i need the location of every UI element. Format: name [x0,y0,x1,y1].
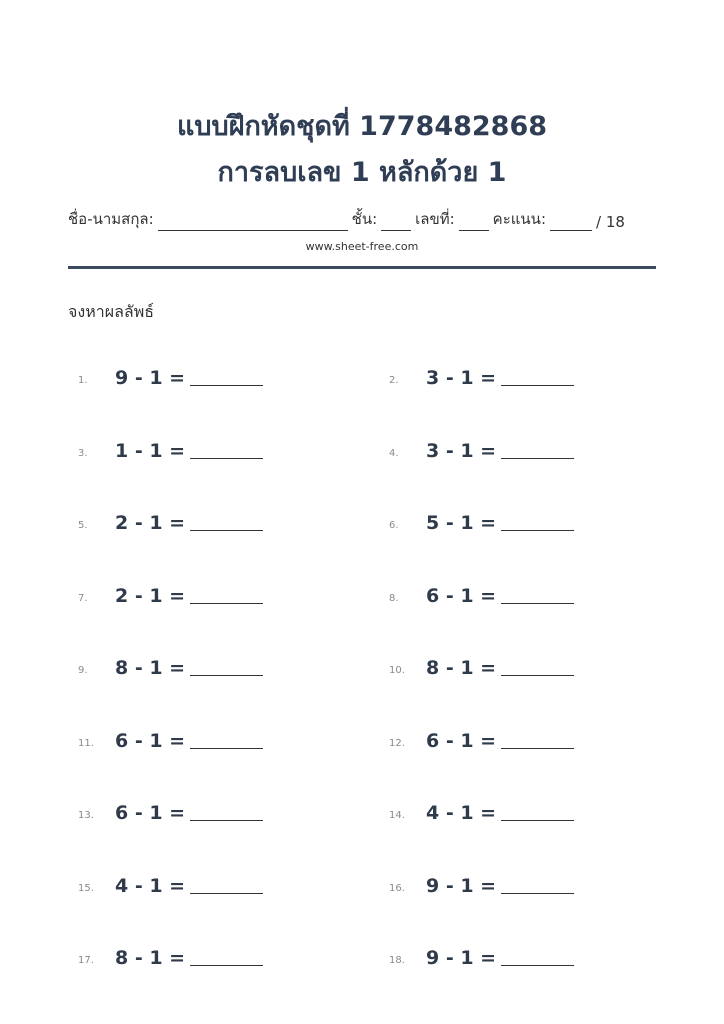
website-url: www.sheet-free.com [305,240,419,253]
problem-expression: 5 - 1 = [426,512,497,534]
score-blank[interactable] [550,216,592,231]
problem-expression: 8 - 1 = [115,657,186,679]
problem-number: 18. [389,955,405,966]
problem-item [389,585,589,615]
answer-blank[interactable] [501,675,574,676]
problem-expression: 6 - 1 = [426,729,497,752]
problem-number: 1. [78,375,88,386]
problem-expression: 6 - 1 = [426,584,497,607]
problem-item [389,440,589,470]
problem-expression: 2 - 1 = [115,512,186,534]
problem-number: 9. [78,665,88,676]
problem-expression: 8 - 1 = [115,947,186,969]
answer-blank[interactable] [190,820,263,821]
problem-number: 16. [389,882,405,894]
problem-expression: 8 - 1 = [426,657,497,679]
problem-expression: 2 - 1 = [115,584,186,607]
problem-item [389,802,589,832]
problem-item [78,802,278,832]
problem-number: 14. [389,810,405,821]
problem-expression: 3 - 1 = [426,367,497,389]
problem-item [78,657,278,687]
problem-expression: 9 - 1 = [426,947,497,969]
problem-number: 11. [78,737,94,749]
class-label: ชั้น: [351,210,378,228]
problem-item [78,367,278,397]
answer-blank[interactable] [190,965,263,966]
problem-item [389,367,589,397]
problem-number: 8. [389,592,399,604]
problem-expression: 4 - 1 = [115,874,186,897]
answer-blank[interactable] [190,893,263,894]
student-info-row [68,207,652,231]
answer-blank[interactable] [501,965,574,966]
problem-item [389,657,589,687]
problem-number: 4. [389,447,399,459]
problem-number: 15. [78,882,94,894]
answer-blank[interactable] [501,893,574,894]
problem-number: 17. [78,955,94,966]
worksheet-subtitle: การลบเลข 1 หลักด้วย 1 [217,157,507,188]
problem-number: 7. [78,592,88,604]
problem-item [389,875,589,905]
answer-blank[interactable] [501,530,574,531]
problem-number: 2. [389,375,399,386]
answer-blank[interactable] [190,603,263,604]
class-blank[interactable] [381,216,411,231]
problem-number: 5. [78,520,88,531]
problem-number: 6. [389,520,399,531]
problem-item [78,730,278,760]
problem-number: 12. [389,737,405,749]
problem-expression: 6 - 1 = [115,802,186,824]
problem-item [389,730,589,760]
problem-item [78,440,278,470]
name-label: ชื่อ-นามสกุล: [68,210,154,228]
problem-expression: 4 - 1 = [426,802,497,824]
answer-blank[interactable] [190,385,263,386]
answer-blank[interactable] [501,820,574,821]
problem-expression: 3 - 1 = [426,439,497,462]
score-label: คะแนน: [492,210,546,228]
number-label: เลขที่: [415,210,455,228]
problem-number: 10. [389,665,405,676]
instruction-text: จงหาผลลัพธ์ [68,302,155,321]
answer-blank[interactable] [501,458,574,459]
problem-item [389,947,589,977]
number-blank[interactable] [459,216,489,231]
score-total: / 18 [596,213,625,231]
worksheet-title: แบบฝึกหัดชุดที่ 1778482868 [176,111,548,142]
problem-number: 3. [78,447,88,459]
answer-blank[interactable] [190,675,263,676]
name-blank[interactable] [158,216,348,231]
problem-item [78,875,278,905]
problem-item [78,947,278,977]
answer-blank[interactable] [190,748,263,749]
problem-expression: 9 - 1 = [426,874,497,897]
problem-number: 13. [78,810,94,821]
answer-blank[interactable] [501,385,574,386]
problem-item [78,512,278,542]
answer-blank[interactable] [501,603,574,604]
answer-blank[interactable] [190,458,263,459]
answer-blank[interactable] [190,530,263,531]
problem-item [389,512,589,542]
problem-expression: 6 - 1 = [115,729,186,752]
answer-blank[interactable] [501,748,574,749]
problem-expression: 1 - 1 = [115,439,186,462]
problem-item [78,585,278,615]
problem-expression: 9 - 1 = [115,367,186,389]
header-divider [68,266,656,269]
